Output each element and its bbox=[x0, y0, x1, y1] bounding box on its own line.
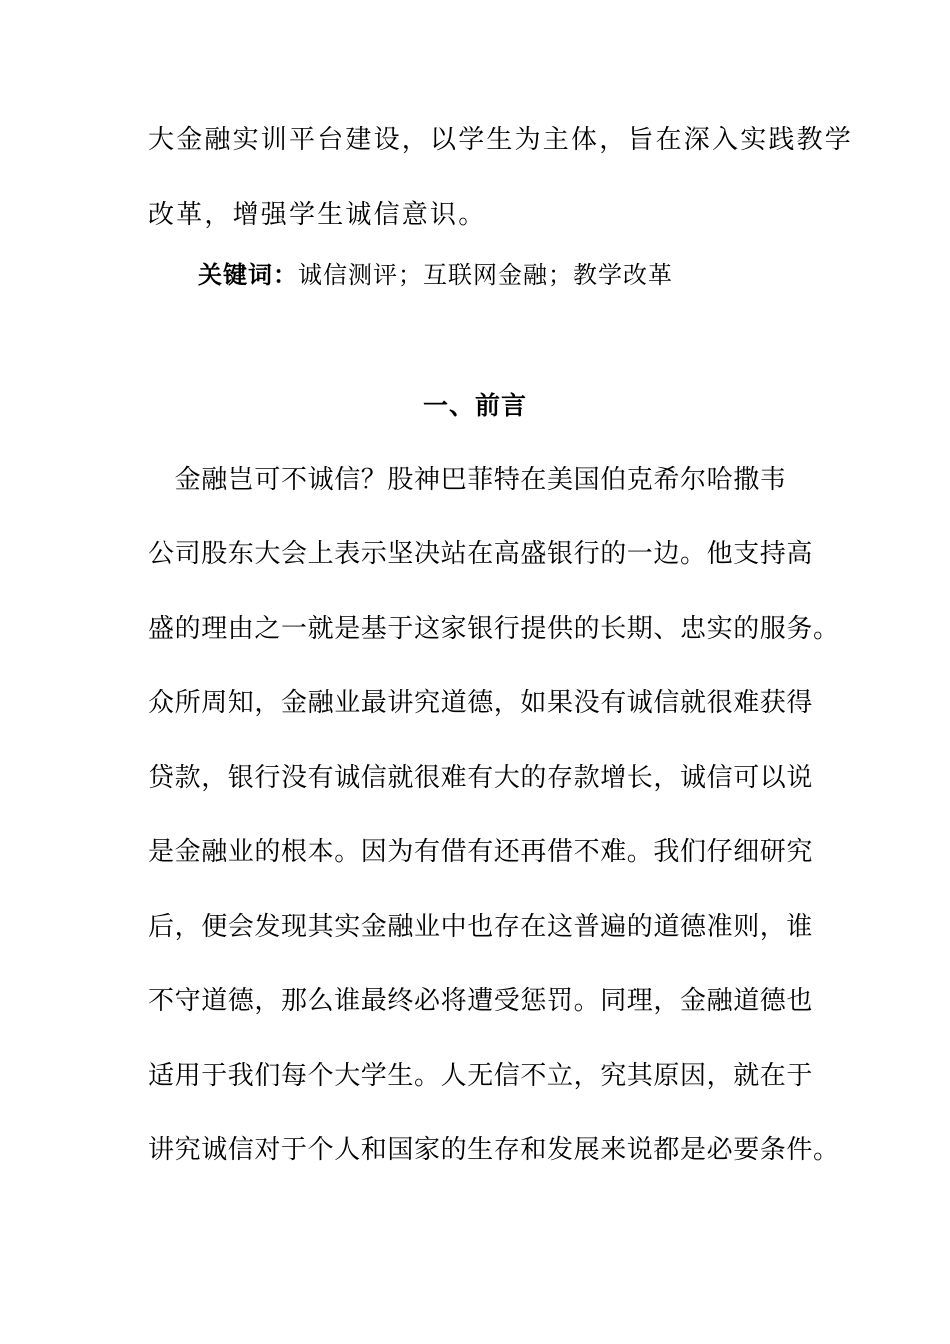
body-line-7: 后，便会发现其实金融业中也存在这普遍的道德准则，谁 bbox=[148, 912, 814, 942]
abstract-line-2: 改革，增强学生诚信意识。 bbox=[148, 200, 487, 230]
abstract-line-1: 大金融实训平台建设，以学生为主体，旨在深入实践教学 bbox=[148, 125, 854, 155]
body-line-6: 是金融业的根本。因为有借有还再借不难。我们仔细研究 bbox=[148, 837, 814, 867]
section-heading: 一、前言 bbox=[422, 391, 527, 420]
body-line-4: 众所周知，金融业最讲究道德，如果没有诚信就很难获得 bbox=[148, 688, 814, 718]
body-line-5: 贷款，银行没有诚信就很难有大的存款增长，诚信可以说 bbox=[148, 763, 814, 793]
keywords-line bbox=[198, 257, 673, 293]
keywords-value: 诚信测评；互联网金融；教学改革 bbox=[298, 261, 673, 289]
body-line-9: 适用于我们每个大学生。人无信不立，究其原因，就在于 bbox=[148, 1061, 814, 1091]
body-line-3: 盛的理由之一就是基于这家银行提供的长期、忠实的服务。 bbox=[148, 614, 840, 644]
keywords-label: 关键词： bbox=[198, 261, 298, 289]
body-line-10: 讲究诚信对于个人和国家的生存和发展来说都是必要条件。 bbox=[148, 1135, 840, 1165]
body-line-2: 公司股东大会上表示坚决站在高盛银行的一边。他支持高 bbox=[148, 539, 814, 569]
body-line-1: 金融岂可不诚信？股神巴菲特在美国伯克希尔哈撒韦 bbox=[148, 465, 787, 495]
body-line-8: 不守道德，那么谁最终必将遭受惩罚。同理，金融道德也 bbox=[148, 986, 814, 1016]
